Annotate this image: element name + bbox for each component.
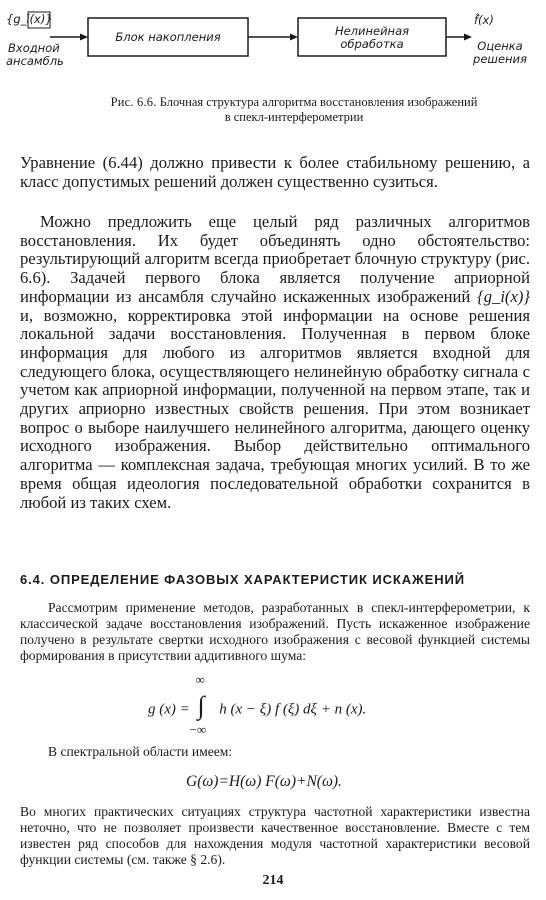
figure-caption: [60, 95, 528, 125]
paragraph-5: [20, 804, 530, 868]
output-label-line1: Оценка: [477, 39, 523, 53]
input-label-line2: ансамбль: [6, 54, 64, 68]
paragraph-2: [20, 213, 530, 512]
paragraph-5-text: Во многих практических ситуациях структура частотной характеристики известна неточно, что не позволяет произвести качественное восстановление. Вместе с тем известен ряд способов для нахождения модуля частотной характеристики весовой функции системы (см. также § 2.6).: [20, 804, 530, 867]
paragraph-1-text: Уравнение (6.44) должно привести к более стабильному решению, а класс допустимых решений должен существенно сузиться.: [20, 153, 530, 191]
integral-sign: ∞ ∫ −∞: [189, 672, 207, 737]
spectral-formula: G(ω)=H(ω) F(ω)+N(ω).: [186, 773, 342, 790]
section-number: 6.4.: [20, 572, 46, 587]
formula1-lhs: g (x) =: [148, 701, 190, 718]
output-symbol: f̂(x): [474, 13, 494, 27]
paragraph-2-text: [20, 213, 530, 512]
block-diagram: [0, 0, 546, 92]
block2-label-line1: Нелинейная: [334, 24, 410, 38]
caption-line2: в спекл-интерферометрии: [224, 110, 364, 124]
section-heading: [20, 572, 530, 587]
integral-lower-limit: −∞: [189, 722, 207, 737]
paragraph-4: [20, 744, 530, 760]
page-number: 214: [262, 873, 284, 888]
paragraph-2-set: {g_i(x)}: [477, 286, 530, 306]
figure-label: Рис. 6.6.: [110, 95, 157, 109]
block1-label: Блок накопления: [115, 30, 221, 44]
caption-line1: Блочная структура алгоритма восстановления изображений: [159, 95, 478, 109]
integral-upper-limit: ∞: [195, 672, 205, 687]
paragraph-4-text: В спектральной области имеем:: [48, 744, 233, 759]
paragraph-2-part-b: и, возможно, корректировка этой информации на основе решения локальной задачи восстановления. Полученная в первом блоке информация для любого из алгоритмов является входной для следующего блока, осуществляющего нелинейную обработку сигнала с учетом как априорной информации, полученной на первом этапе, так и других априорно известных свойств решения. При этом возникает вопрос о выборе наилучшего нелинейного алгоритма, дающего оценку исходного изображения. Выбор действительно оптимального алгоритма — комплексная задача, требующая многих усилий. В то же время общая идеология последовательной обработки сохранится в любой из таких схем.: [20, 305, 530, 512]
convolution-formula: [148, 672, 367, 737]
diagram-lines: [0, 0, 546, 92]
paragraph-2-part-a: Можно предложить еще целый ряд различных алгоритмов восстановления. Их будет объединять одно обстоятельство: результирующий алгоритм всегда приобретает блочную структуру (рис. 6.6). Задачей первого блока является получение априорной информации из ансамбля случайно искаженных изображений: [20, 212, 531, 306]
paragraph-3-text: Рассмотрим применение методов, разработанных в спекл-интерферометрии, к классической задаче восстановления изображений. Пусть искаженное изображение получено в результате свертки исходного изображения с весовой функцией системы формирования в присутствии аддитивного шума:: [20, 600, 530, 663]
output-label-line2: решения: [473, 52, 527, 66]
input-label-line1: Входной: [8, 41, 60, 55]
input-symbol: {g_i(x)}: [6, 12, 53, 26]
section-title: ОПРЕДЕЛЕНИЕ ФАЗОВЫХ ХАРАКТЕРИСТИК ИСКАЖЕНИЙ: [49, 572, 465, 587]
paragraph-1: [20, 154, 530, 191]
block2-label-line2: обработка: [340, 37, 404, 51]
paragraph-3: [20, 600, 530, 664]
formula1-rhs: h (x − ξ) f (ξ) dξ + n (x).: [219, 701, 367, 718]
